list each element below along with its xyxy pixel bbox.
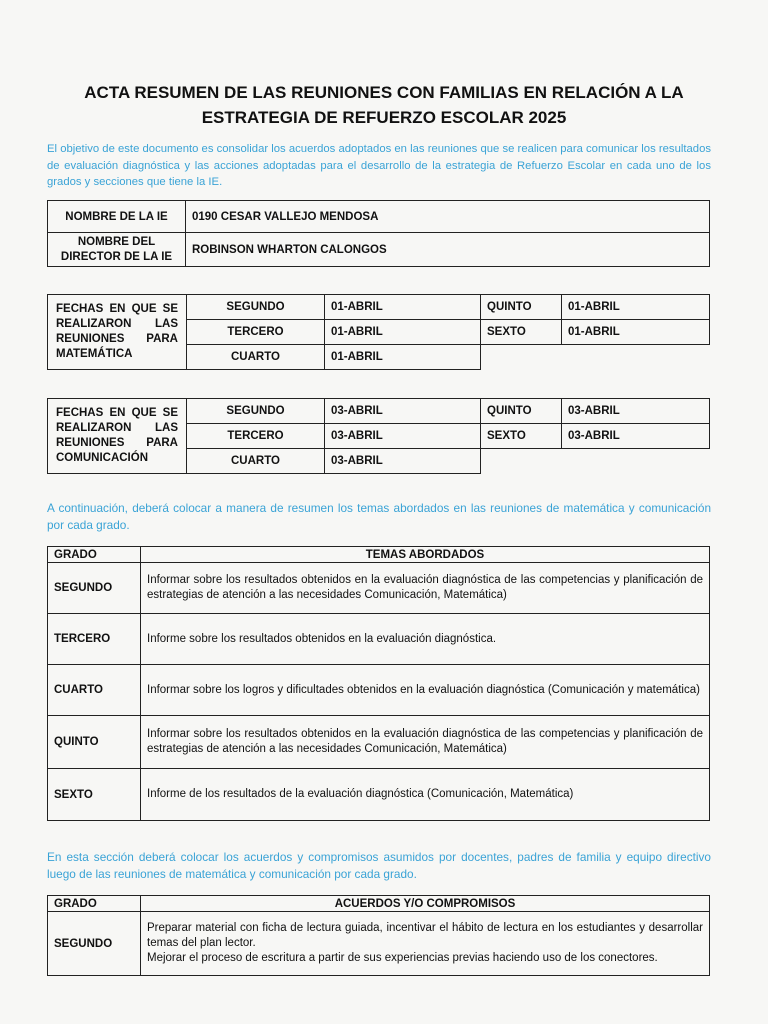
mat-fecha-sexto: 01-ABRIL	[562, 320, 710, 345]
acuerdo-item: Mejorar el proceso de escritura a partir de sus experiencias previas haciendo uso de los conectores.	[147, 952, 658, 964]
mat-grado-sexto: SEXTO	[481, 320, 562, 345]
ie-info-table	[47, 200, 710, 267]
temas-grado: TERCERO	[48, 614, 141, 665]
acuerdos-col-acuerdos: ACUERDOS Y/O COMPROMISOS	[141, 896, 710, 912]
temas-tema: Informar sobre los resultados obtenidos en la evaluación diagnóstica de las competencias y planificación de estrategias de atención a las necesidades Comunicación, Matemática)	[141, 716, 710, 769]
temas-grado: QUINTO	[48, 716, 141, 769]
empty-cell	[481, 449, 710, 474]
mat-fecha-tercero: 01-ABRIL	[325, 320, 481, 345]
table-row	[48, 912, 710, 976]
acuerdo-item: Preparar material con ficha de lectura guiada, incentivar el hábito de lectura en los estudiantes y desarrollar temas del plan lector.	[147, 922, 703, 949]
table-row	[48, 614, 710, 665]
temas-grado: CUARTO	[48, 665, 141, 716]
acuerdos-table	[47, 895, 710, 976]
table-row	[48, 769, 710, 821]
mat-grado-quinto: QUINTO	[481, 295, 562, 320]
com-grado-sexto: SEXTO	[481, 424, 562, 449]
com-fecha-sexto: 03-ABRIL	[562, 424, 710, 449]
mat-grado-cuarto: CUARTO	[187, 345, 325, 370]
mat-fecha-quinto: 01-ABRIL	[562, 295, 710, 320]
mat-grado-tercero: TERCERO	[187, 320, 325, 345]
director-label: NOMBRE DEL DIRECTOR DE LA IE	[48, 233, 186, 267]
fechas-matematica-table	[47, 294, 710, 370]
temas-col-grado: GRADO	[48, 547, 141, 563]
mat-fecha-segundo: 01-ABRIL	[325, 295, 481, 320]
mat-fecha-cuarto: 01-ABRIL	[325, 345, 481, 370]
com-fecha-segundo: 03-ABRIL	[325, 399, 481, 424]
mat-grado-segundo: SEGUNDO	[187, 295, 325, 320]
director-value: ROBINSON WHARTON CALONGOS	[186, 233, 710, 267]
com-grado-cuarto: CUARTO	[187, 449, 325, 474]
com-fecha-tercero: 03-ABRIL	[325, 424, 481, 449]
fechas-matematica-label: FECHAS EN QUE SE REALIZARON LAS REUNIONES PARA MATEMÁTICA	[48, 295, 187, 370]
title-line-1: ACTA RESUMEN DE LAS REUNIONES CON FAMILIAS EN RELACIÓN A LA	[84, 83, 684, 102]
com-grado-segundo: SEGUNDO	[187, 399, 325, 424]
temas-intro: A continuación, deberá colocar a manera de resumen los temas abordados en las reuniones de matemática y comunicación por cada grado.	[47, 501, 711, 532]
table-row	[48, 665, 710, 716]
ie-name-value: 0190 CESAR VALLEJO MENDOSA	[186, 201, 710, 233]
temas-tema: Informe sobre los resultados obtenidos en la evaluación diagnóstica.	[141, 614, 710, 665]
acuerdos-grado: SEGUNDO	[48, 912, 141, 976]
acuerdos-intro: En esta sección deberá colocar los acuerdos y compromisos asumidos por docentes, padres de familia y equipo directivo luego de las reuniones de matemática y comunicación por cada grado.	[47, 850, 711, 881]
fechas-comunicacion-label: FECHAS EN QUE SE REALIZARON LAS REUNIONES PARA COMUNICACIÓN	[48, 399, 187, 474]
temas-tema: Informe de los resultados de la evaluación diagnóstica (Comunicación, Matemática)	[141, 769, 710, 821]
com-fecha-cuarto: 03-ABRIL	[325, 449, 481, 474]
com-grado-tercero: TERCERO	[187, 424, 325, 449]
temas-tema: Informar sobre los resultados obtenidos en la evaluación diagnóstica de las competencias y planificación de estrategias de atención a las necesidades Comunicación, Matemática)	[141, 563, 710, 614]
intro-paragraph: El objetivo de este documento es consolidar los acuerdos adoptados en las reuniones que se realicen para comunicar los resultados de evaluación diagnóstica y las acciones adoptadas para el desarrollo de la estrategia de Refuerzo Escolar en cada uno de los grados y secciones que tiene la IE.	[47, 143, 711, 188]
fechas-comunicacion-table	[47, 398, 710, 474]
acuerdos-col-grado: GRADO	[48, 896, 141, 912]
title-line-2: ESTRATEGIA DE REFUERZO ESCOLAR 2025	[201, 108, 567, 127]
temas-table	[47, 546, 710, 821]
table-row	[48, 563, 710, 614]
document-title	[40, 80, 728, 130]
temas-tema: Informar sobre los logros y dificultades obtenidos en la evaluación diagnóstica (Comunicación y matemática)	[141, 665, 710, 716]
empty-cell	[481, 345, 710, 370]
table-row	[48, 716, 710, 769]
temas-grado: SEGUNDO	[48, 563, 141, 614]
ie-name-label: NOMBRE DE LA IE	[48, 201, 186, 233]
temas-grado: SEXTO	[48, 769, 141, 821]
temas-col-temas: TEMAS ABORDADOS	[141, 547, 710, 563]
com-grado-quinto: QUINTO	[481, 399, 562, 424]
com-fecha-quinto: 03-ABRIL	[562, 399, 710, 424]
